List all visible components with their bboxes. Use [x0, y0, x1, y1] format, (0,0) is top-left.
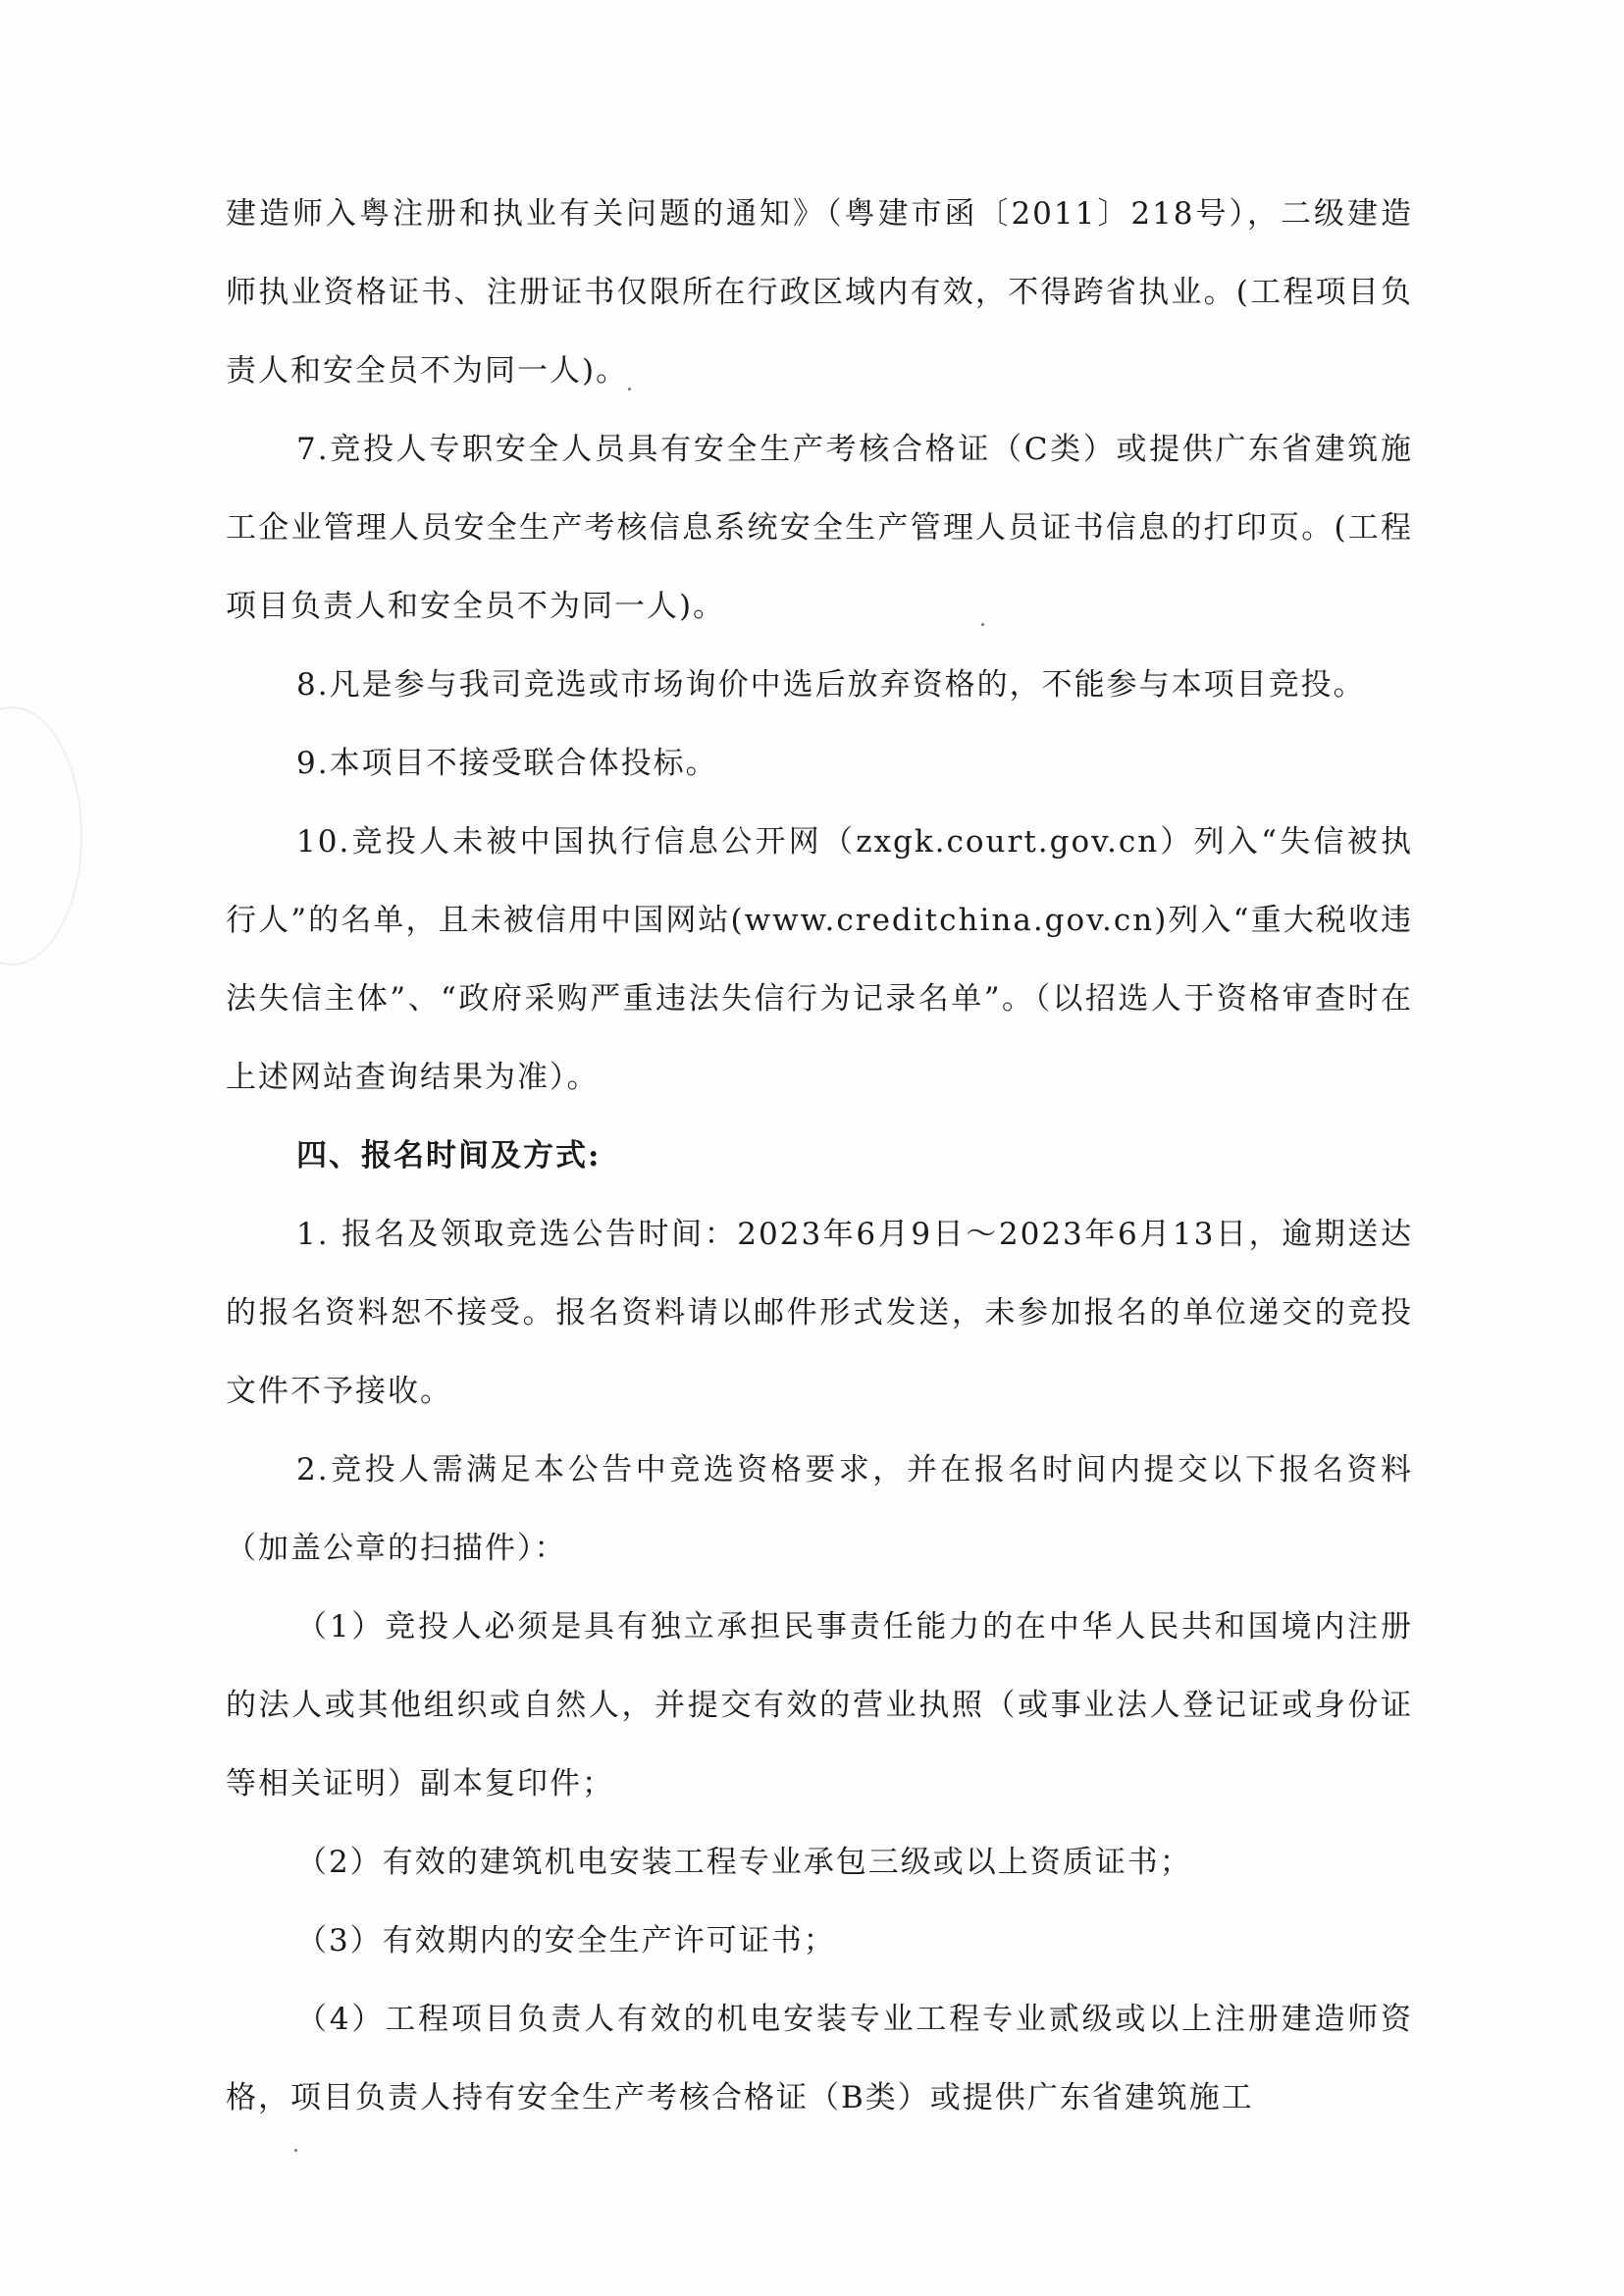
paragraph-item-7: 7.竞投人专职安全人员具有安全生产考核合格证（C类）或提供广东省建筑施工企业管理人员安全生产考核信息系统安全生产管理人员证书信息的打印页。(工程项目负责人和安全员不为同一人)。 [226, 432, 1413, 624]
section-subitem-2: （2）有效的建筑机电安装工程专业承包三级或以上资质证书； [296, 1845, 1192, 1880]
section-item-1: 1. 报名及领取竞选公告时间：2023年6月9日～2023年6月13日，逾期送达的报名资料恕不接受。报名资料请以邮件形式发送，未参加报名的单位递交的竞投文件不予接收。 [226, 1217, 1413, 1409]
paragraph-item-9: 9.本项目不接受联合体投标。 [296, 746, 718, 781]
section-subitem-4: （4）工程项目负责人有效的机电安装专业工程专业贰级或以上注册建造师资格，项目负责人持有安全生产考核合格证（B类）或提供广东省建筑施工 [226, 2002, 1413, 2115]
paragraph-item-10: 10.竞投人未被中国执行信息公开网（zxgk.court.gov.cn）列入“失信被执行人”的名单，且未被信用中国网站(www.creditchina.gov.cn)列入“重大税收违法失信主体”、“政府采购严重违法失信行为记录名单”。（以招选人于资格审查时在上述网站查询结果为准）。 [226, 824, 1413, 1095]
document-body [226, 175, 1413, 2137]
section-heading: 四、报名时间及方式: [296, 1138, 602, 1174]
section-subitem-3: （3）有效期内的安全生产许可证书； [296, 1923, 836, 1958]
paragraph-item-8: 8.凡是参与我司竞选或市场询价中选后放弃资格的，不能参与本项目竞投。 [296, 667, 1366, 703]
scan-speck [628, 388, 631, 391]
section-item-2: 2.竞投人需满足本公告中竞选资格要求，并在报名时间内提交以下报名资料（加盖公章的扫描件）： [226, 1452, 1413, 1566]
faint-seal-mark [0, 706, 82, 965]
scan-speck [294, 2149, 297, 2152]
section-subitem-1: （1）竞投人必须是具有独立承担民事责任能力的在中华人民共和国境内注册的法人或其他组织或自然人，并提交有效的营业执照（或事业法人登记证或身份证等相关证明）副本复印件； [226, 1609, 1413, 1801]
scan-speck [981, 623, 984, 626]
paragraph-continuation: 建造师入粤注册和执业有关问题的通知》（粤建市函〔2011〕218号），二级建造师执业资格证书、注册证书仅限所在行政区域内有效，不得跨省执业。(工程项目负责人和安全员不为同一人)。 [226, 196, 1413, 389]
